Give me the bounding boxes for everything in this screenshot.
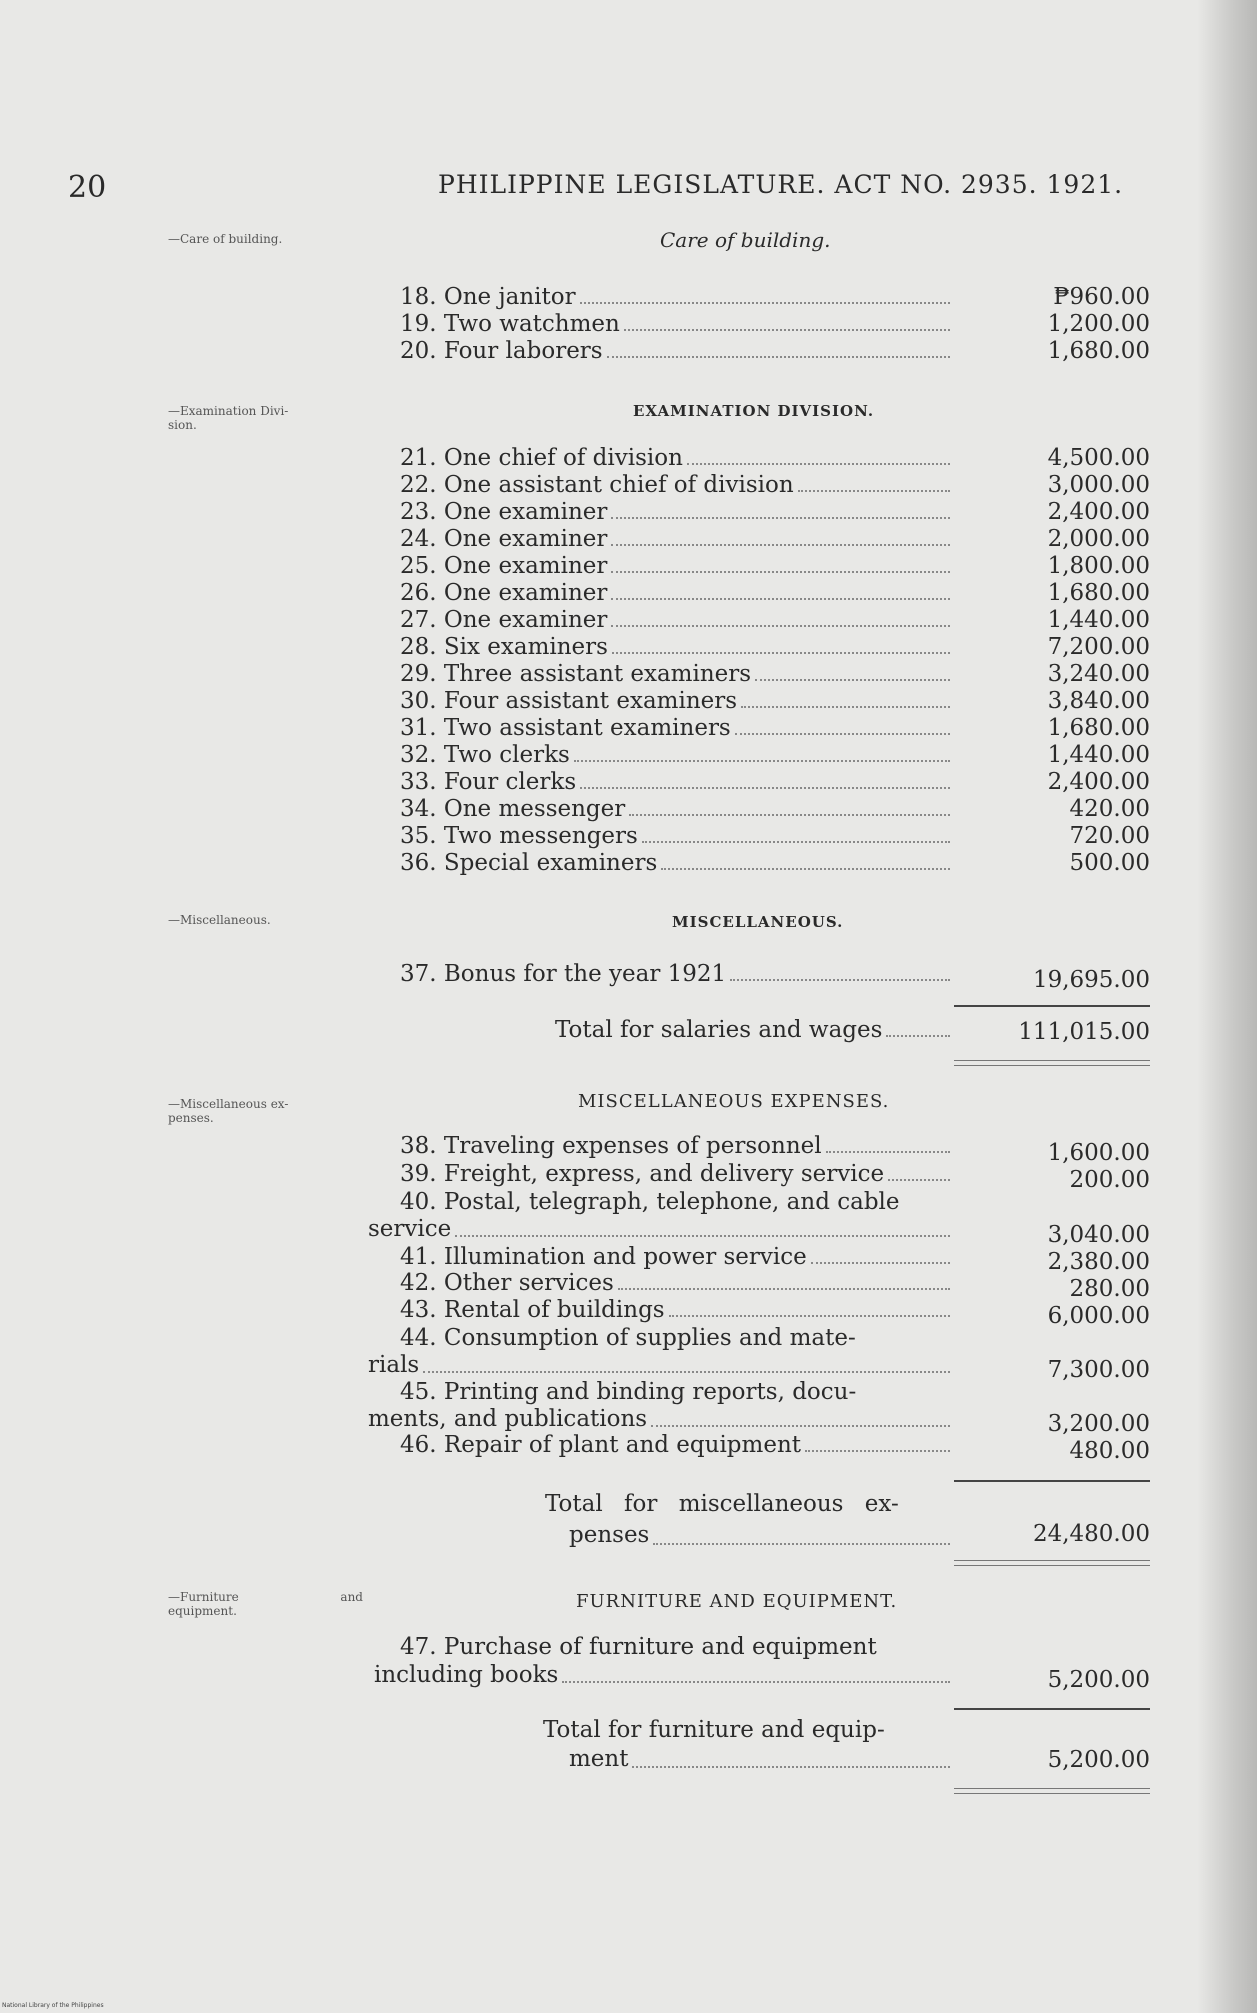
line-amount: 2,380.00: [1047, 1249, 1150, 1275]
total-double-rule: [954, 1060, 1150, 1066]
line-item: 38. Traveling expenses of personnel: [400, 1133, 952, 1159]
margin-note-examination: —Examination Divi- sion.: [168, 404, 289, 432]
line-amount: 1,440.00: [1047, 742, 1150, 768]
line-item: 27. One examiner: [400, 607, 952, 633]
line-item-multiline: 40. Postal, telegraph, telephone, and cable service: [368, 1189, 952, 1243]
subtotal-rule: [954, 1005, 1150, 1007]
line-item: 34. One messenger: [400, 796, 952, 822]
line-item: 35. Two messengers: [400, 823, 952, 849]
heading-examination-division: EXAMINATION DIVISION.: [633, 402, 875, 420]
total-salaries-label: Total for salaries and wages: [555, 1017, 952, 1043]
line-item: 28. Six examiners: [400, 634, 952, 660]
line-amount: 6,000.00: [1047, 1303, 1150, 1329]
line-item: 39. Freight, express, and delivery service: [400, 1161, 952, 1187]
page-number: 20: [68, 170, 107, 205]
line-amount: 3,040.00: [1047, 1222, 1150, 1248]
heading-furniture-equipment: FURNITURE AND EQUIPMENT.: [576, 1591, 898, 1612]
line-amount: 7,300.00: [1047, 1357, 1150, 1383]
line-item: 24. One examiner: [400, 526, 952, 552]
margin-note-misc-expenses: —Miscellaneous ex- penses.: [168, 1097, 289, 1125]
line-amount: 19,695.00: [1032, 967, 1150, 993]
line-amount: 7,200.00: [1047, 634, 1150, 660]
line-item: 37. Bonus for the year 1921: [400, 961, 952, 987]
line-amount: 2,400.00: [1047, 769, 1150, 795]
line-item-multiline: 45. Printing and binding reports, docu- ments, and publications: [368, 1379, 952, 1433]
line-amount: 4,500.00: [1047, 445, 1150, 471]
line-amount: 720.00: [1069, 823, 1150, 849]
heading-care-of-building: Care of building.: [660, 228, 831, 252]
line-amount: 500.00: [1069, 850, 1150, 876]
line-item: 36. Special examiners: [400, 850, 952, 876]
line-amount: 3,240.00: [1047, 661, 1150, 687]
total-furniture-amount: 5,200.00: [1047, 1747, 1150, 1773]
total-double-rule: [954, 1560, 1150, 1566]
subtotal-rule: [954, 1480, 1150, 1482]
page-edge-shadow: [1197, 0, 1257, 2013]
line-item: 18. One janitor: [400, 284, 952, 310]
line-amount: 1,440.00: [1047, 607, 1150, 633]
line-amount: 3,840.00: [1047, 688, 1150, 714]
line-item-multiline: 44. Consumption of supplies and mate- rials: [368, 1325, 952, 1379]
line-item: 21. One chief of division: [400, 445, 952, 471]
line-item: 42. Other services: [400, 1270, 952, 1296]
line-item: 46. Repair of plant and equipment: [400, 1432, 952, 1458]
line-item: 31. Two assistant examiners: [400, 715, 952, 741]
total-salaries-amount: 111,015.00: [1018, 1019, 1150, 1045]
line-item: 22. One assistant chief of division: [400, 472, 952, 498]
line-item: 26. One examiner: [400, 580, 952, 606]
margin-note-furniture-2: equipment.: [168, 1604, 237, 1618]
line-amount: ₱960.00: [1053, 284, 1150, 310]
total-furniture-label: Total for furniture and equip- ment: [543, 1716, 952, 1774]
line-amount: 5,200.00: [1047, 1667, 1150, 1693]
line-item: 29. Three assistant examiners: [400, 661, 952, 687]
total-misc-expenses-label: Total for miscellaneous ex- penses: [545, 1489, 952, 1551]
line-amount: 1,200.00: [1047, 311, 1150, 337]
line-item: 30. Four assistant examiners: [400, 688, 952, 714]
line-item: 25. One examiner: [400, 553, 952, 579]
total-misc-expenses-amount: 24,480.00: [1032, 1521, 1150, 1547]
line-amount: 1,600.00: [1047, 1140, 1150, 1166]
line-amount: 2,000.00: [1047, 526, 1150, 552]
line-amount: 1,680.00: [1047, 580, 1150, 606]
margin-note-miscellaneous: —Miscellaneous.: [168, 913, 271, 927]
margin-note-care: —Care of building.: [168, 232, 283, 246]
footer-source-note: National Library of the Philippines: [2, 2002, 104, 2009]
line-amount: 1,800.00: [1047, 553, 1150, 579]
total-double-rule: [954, 1788, 1150, 1794]
line-item: 19. Two watchmen: [400, 311, 952, 337]
line-item: 20. Four laborers: [400, 338, 952, 364]
line-item: 23. One examiner: [400, 499, 952, 525]
heading-miscellaneous-expenses: MISCELLANEOUS EXPENSES.: [578, 1091, 890, 1112]
line-amount: 3,200.00: [1047, 1411, 1150, 1437]
line-amount: 480.00: [1069, 1438, 1150, 1464]
margin-note-furniture: —Furniture and: [168, 1590, 363, 1604]
line-item-multiline: 47. Purchase of furniture and equipment including books: [368, 1633, 952, 1689]
line-amount: 200.00: [1069, 1167, 1150, 1193]
line-item: 43. Rental of buildings: [400, 1297, 952, 1323]
line-amount: 1,680.00: [1047, 338, 1150, 364]
subtotal-rule: [954, 1708, 1150, 1710]
line-amount: 280.00: [1069, 1276, 1150, 1302]
line-amount: 2,400.00: [1047, 499, 1150, 525]
line-item: 33. Four clerks: [400, 769, 952, 795]
line-amount: 3,000.00: [1047, 472, 1150, 498]
running-title: PHILIPPINE LEGISLATURE. ACT NO. 2935. 1921.: [438, 170, 1124, 199]
line-amount: 420.00: [1069, 796, 1150, 822]
line-item: 41. Illumination and power service: [400, 1244, 952, 1270]
line-amount: 1,680.00: [1047, 715, 1150, 741]
heading-miscellaneous: MISCELLANEOUS.: [672, 913, 844, 931]
line-item: 32. Two clerks: [400, 742, 952, 768]
